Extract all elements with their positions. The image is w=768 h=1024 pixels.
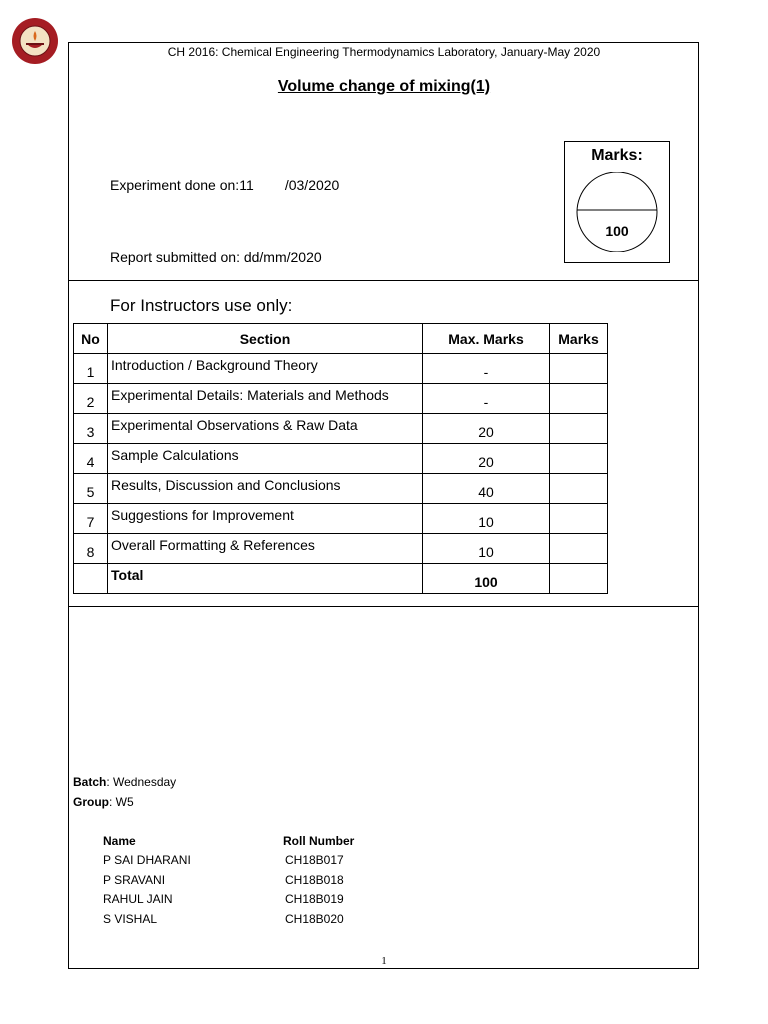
row-max-marks: 40 [423,474,550,504]
marks-total: 100 [605,223,629,239]
page-number: 1 [381,955,387,967]
row-max-marks: - [423,384,550,414]
total-marks-cell[interactable] [550,564,608,594]
table-row [74,504,608,534]
member-roll: CH18B019 [285,892,344,906]
row-section: Overall Formatting & References [108,534,423,564]
row-marks-cell[interactable] [550,414,608,444]
members-name-header: Name [103,834,136,848]
row-marks-cell[interactable] [550,444,608,474]
report-submitted-date: Report submitted on: dd/mm/2020 [110,249,322,265]
row-no: 1 [74,354,108,384]
row-section: Experimental Observations & Raw Data [108,414,423,444]
table-row [74,474,608,504]
row-no: 2 [74,384,108,414]
row-section: Experimental Details: Materials and Methods [108,384,423,414]
row-no: 3 [74,414,108,444]
institute-logo [12,18,58,64]
row-no: 5 [74,474,108,504]
row-no: 7 [74,504,108,534]
total-max-marks: 100 [423,564,550,594]
member-name: P SAI DHARANI [103,853,191,867]
row-section: Suggestions for Improvement [108,504,423,534]
title-text: Volume change of mixing(1) [277,78,491,95]
table-header-row [74,324,608,354]
batch-value: : Wednesday [106,775,177,789]
table-row [74,354,608,384]
table-row [74,444,608,474]
group-label: Group [73,795,109,809]
group-line [73,794,134,810]
row-no: 8 [74,534,108,564]
header-marks: Marks [550,324,608,354]
row-marks-cell[interactable] [550,384,608,414]
total-no [74,564,108,594]
member-name: P SRAVANI [103,873,166,887]
header-no: No [74,324,108,354]
marks-label: Marks: [591,147,643,164]
row-max-marks: 20 [423,444,550,474]
instructors-heading: For Instructors use only: [110,296,293,315]
row-marks-cell[interactable] [550,474,608,504]
row-section: Introduction / Background Theory [108,354,423,384]
row-max-marks: 10 [423,534,550,564]
member-roll: CH18B020 [285,912,344,926]
row-section: Sample Calculations [108,444,423,474]
table-row [74,414,608,444]
row-max-marks: - [423,354,550,384]
section-divider [69,606,699,607]
row-marks-cell[interactable] [550,504,608,534]
member-roll: CH18B017 [285,853,344,867]
batch-label: Batch [73,775,107,789]
member-name: RAHUL JAIN [103,892,173,906]
row-no: 4 [74,444,108,474]
members-roll-header: Roll Number [283,834,355,848]
table-row [74,534,608,564]
row-marks-cell[interactable] [550,534,608,564]
row-max-marks: 20 [423,414,550,444]
page-title [69,77,699,97]
course-header: CH 2016: Chemical Engineering Thermodynamics Laboratory, January-May 2020 [167,45,601,59]
header-section: Section [108,324,423,354]
marks-circle [575,172,659,257]
batch-line [73,774,176,790]
table-row [74,384,608,414]
row-section: Results, Discussion and Conclusions [108,474,423,504]
total-label: Total [108,564,423,594]
marks-table [73,323,608,594]
group-value: : W5 [109,795,134,809]
member-name: S VISHAL [103,912,158,926]
header-max-marks: Max. Marks [423,324,550,354]
section-divider [69,280,699,281]
table-total-row [74,564,608,594]
member-roll: CH18B018 [285,873,344,887]
experiment-done-date: Experiment done on:11 /03/2020 [110,177,340,193]
row-marks-cell[interactable] [550,354,608,384]
row-max-marks: 10 [423,504,550,534]
